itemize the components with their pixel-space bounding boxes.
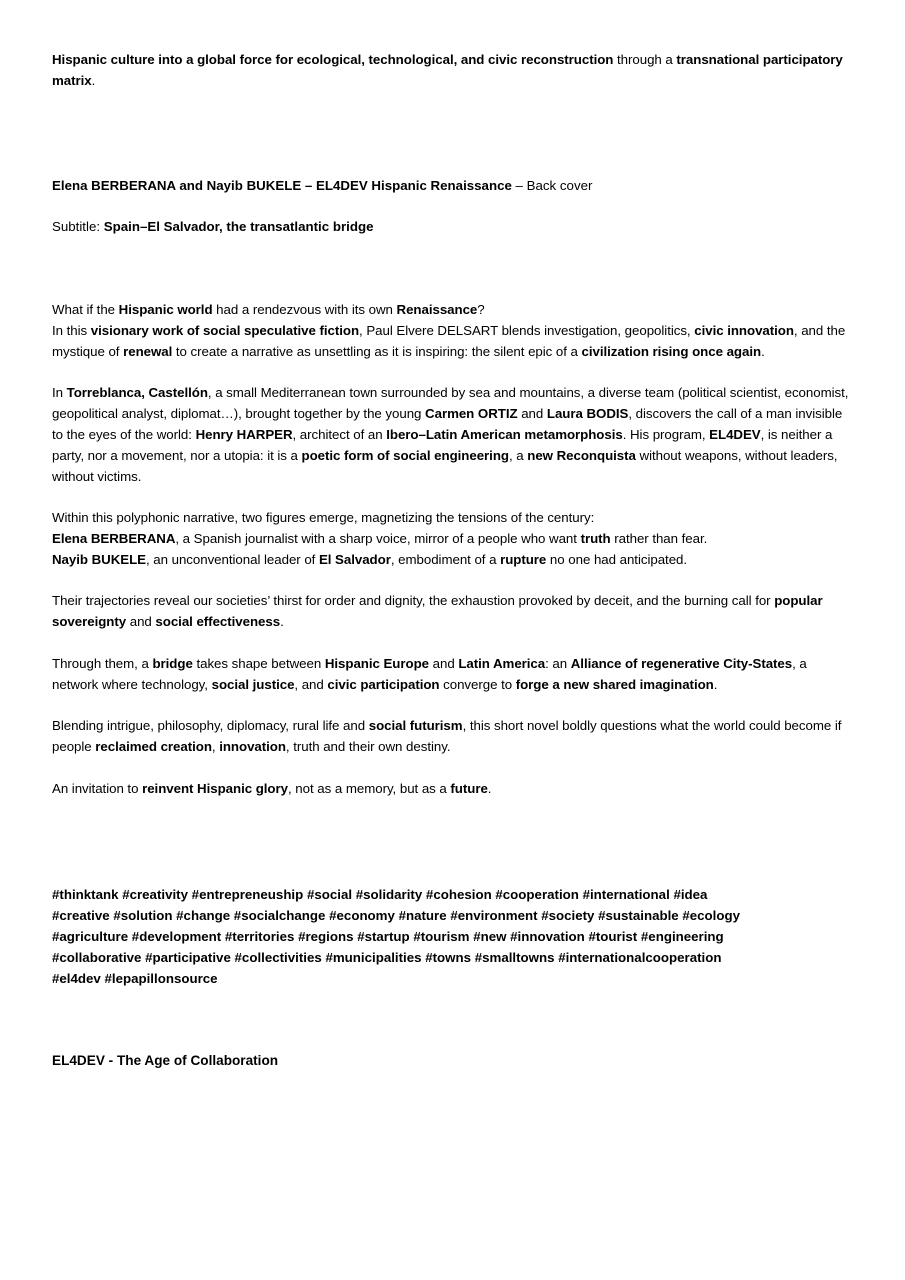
p3-l1: Within this polyphonic narrative, two figures emerge, magnetizing the tensions of the century:: [52, 510, 595, 526]
p6-g: , truth and their own destiny.: [285, 738, 451, 754]
p2-a: In: [52, 385, 67, 401]
document-content: [52, 50, 852, 1072]
p5-n: forge a new shared imagination: [515, 676, 714, 692]
hashtag-line-3: #agriculture #development #territories #regions #startup #tourism #new #innovation #tourist #engineering: [52, 928, 724, 944]
p1-l2-a: In this: [52, 322, 91, 338]
p2-m: , is neither a party, nor a movement, nor a utopia: it is a: [52, 426, 833, 463]
page-title-suffix: – Back cover: [511, 177, 593, 193]
body-paragraph-7: [52, 779, 852, 800]
p4-e: .: [280, 614, 284, 630]
p6-f: innovation: [219, 738, 286, 754]
top-paragraph: [52, 50, 852, 92]
body-paragraph-2: [52, 383, 852, 487]
p4-a: Their trajectories reveal our societies’ thirst for order and dignity, the exhaustion provoked by deceit, and the burning call for: [52, 593, 775, 609]
p1-l2-c: , Paul Elvere DELSART blends investigation, geopolitics,: [359, 322, 695, 338]
p5-b: bridge: [152, 655, 193, 671]
body-paragraph-4: [52, 591, 852, 633]
page-title: [52, 176, 852, 197]
p2-b: Torreblanca, Castellón: [66, 385, 208, 401]
p1-l1-e: ?: [477, 302, 485, 318]
p5-l: civic participation: [327, 676, 440, 692]
p6-c: , this short novel boldly questions what the world could become if people: [52, 718, 842, 754]
p2-l: EL4DEV: [709, 426, 761, 442]
p7-e: .: [487, 780, 492, 796]
p1-l2-d: civic innovation: [694, 322, 794, 338]
hashtag-line-1: #thinktank #creativity #entrepreneuship #social #solidarity #cohesion #cooperation #international #idea: [52, 887, 708, 903]
p2-f: Laura BODIS: [546, 406, 629, 422]
p2-c: , a small Mediterranean town surrounded by sea and mountains, a diverse team (political scientist, economist, geopolitical analyst, diplomat…), brought together by the young: [52, 385, 849, 422]
hashtag-line-4: #collaborative #participative #collectivities #municipalities #towns #smalltowns #internationalcooperation: [52, 949, 722, 965]
p3-l3-b: , an unconventional leader of: [145, 551, 319, 567]
p5-e: and: [429, 655, 459, 671]
p2-k: . His program,: [622, 426, 710, 442]
p2-h: Henry HARPER: [195, 426, 293, 442]
hashtag-block: [52, 885, 842, 989]
p7-a: An invitation to: [52, 780, 143, 796]
p3-l2-c: truth: [580, 530, 611, 546]
p7-b: reinvent Hispanic glory: [142, 780, 288, 796]
p5-i: , a network where technology,: [52, 655, 807, 692]
spacer-before-body: [52, 238, 852, 300]
top-paragraph-bold-tail: transnational participatory matrix: [52, 52, 843, 88]
p1-l2-h: civilization rising once again: [581, 343, 762, 359]
p6-a: Blending intrigue, philosophy, diplomacy, rural life and: [52, 718, 369, 734]
p2-n: poetic form of social engineering: [301, 447, 509, 463]
p3-l3-f: no one had anticipated.: [546, 551, 688, 567]
p4-c: and: [126, 614, 156, 630]
p1-l2-b: visionary work of social speculative fiction: [90, 322, 360, 338]
p5-c: takes shape between: [192, 655, 325, 671]
spacer-after-heading: [52, 196, 852, 217]
p6-d: reclaimed creation: [95, 738, 212, 754]
footer-title: EL4DEV - The Age of Collaboration: [52, 1053, 279, 1069]
p1-l1-c: had a rendezvous with its own: [212, 302, 397, 318]
p5-h: Alliance of regenerative City-States: [570, 655, 793, 671]
p5-j: social justice: [211, 676, 295, 692]
p5-k: , and: [294, 676, 328, 692]
p7-c: , not as a memory, but as a: [287, 780, 451, 796]
p5-g: : an: [545, 655, 571, 671]
subtitle-value: Spain–El Salvador, the transatlantic bridge: [103, 219, 374, 235]
p1-l1-d: Renaissance: [396, 302, 478, 318]
body-paragraph-3: [52, 508, 852, 570]
hashtag-line-5: #el4dev #lepapillonsource: [52, 970, 218, 986]
p3-l3-c: El Salvador: [318, 551, 391, 567]
hashtag-line-2: #creative #solution #change #socialchange #economy #nature #environment #society #sustainable #ecology: [52, 908, 741, 924]
spacer-before-footer: [52, 989, 852, 1051]
p3-l3-a: Nayib BUKELE: [52, 551, 146, 567]
p2-p: new Reconquista: [527, 447, 636, 463]
p2-g: , discovers the call of a man invisible to the eyes of the world:: [52, 406, 843, 442]
p1-l2-e: , and the mystique of: [52, 322, 846, 359]
body-paragraph-5: [52, 654, 852, 696]
p3-l3-e: rupture: [500, 551, 547, 567]
p3-l2-b: , a Spanish journalist with a sharp voice, mirror of a people who want: [175, 530, 581, 546]
p3-l2-a: Elena BERBERANA: [52, 530, 176, 546]
subtitle-label: Subtitle:: [52, 219, 104, 235]
p5-o: .: [713, 676, 718, 692]
p2-q: without weapons, without leaders, without victims.: [52, 447, 838, 484]
top-paragraph-normal-mid: through a: [613, 52, 677, 67]
p2-i: , architect of an: [292, 426, 387, 442]
top-paragraph-period: .: [91, 72, 96, 88]
p1-l2-i: .: [761, 343, 765, 359]
p5-a: Through them, a: [52, 655, 153, 671]
p3-l2-d: rather than fear.: [610, 530, 708, 546]
p6-e: ,: [211, 738, 220, 754]
p1-l2-f: renewal: [123, 343, 173, 359]
p4-d: social effectiveness: [155, 614, 281, 630]
subtitle: [52, 217, 852, 238]
p2-o: , a: [508, 447, 528, 463]
p2-d: Carmen ORTIZ: [425, 406, 518, 422]
spacer-before-hashtags: [52, 799, 852, 885]
body-paragraph-6: [52, 716, 852, 758]
p3-l3-d: , embodiment of a: [390, 551, 501, 567]
p1-l2-g: to create a narrative as unsettling as it is inspiring: the silent epic of a: [172, 343, 582, 359]
page-title-bold: Elena BERBERANA and Nayib BUKELE – EL4DEV Hispanic Renaissance: [52, 177, 512, 193]
p5-f: Latin America: [458, 655, 546, 671]
p7-d: future: [450, 780, 488, 796]
p5-m: converge to: [439, 676, 516, 692]
p1-l1-a: What if the: [52, 302, 119, 318]
p2-j: Ibero–Latin American metamorphosis: [386, 426, 623, 442]
p5-d: Hispanic Europe: [324, 655, 429, 671]
p2-e: and: [517, 406, 547, 422]
top-paragraph-bold-lead: Hispanic culture into a global force for ecological, technological, and civic reconstruction: [52, 52, 614, 67]
spacer-after-top-paragraph: [52, 92, 852, 176]
body-paragraph-1: [52, 300, 852, 362]
p1-l1-b: Hispanic world: [118, 302, 213, 318]
p4-b: popular sovereignty: [52, 593, 823, 630]
p6-b: social futurism: [368, 718, 463, 734]
